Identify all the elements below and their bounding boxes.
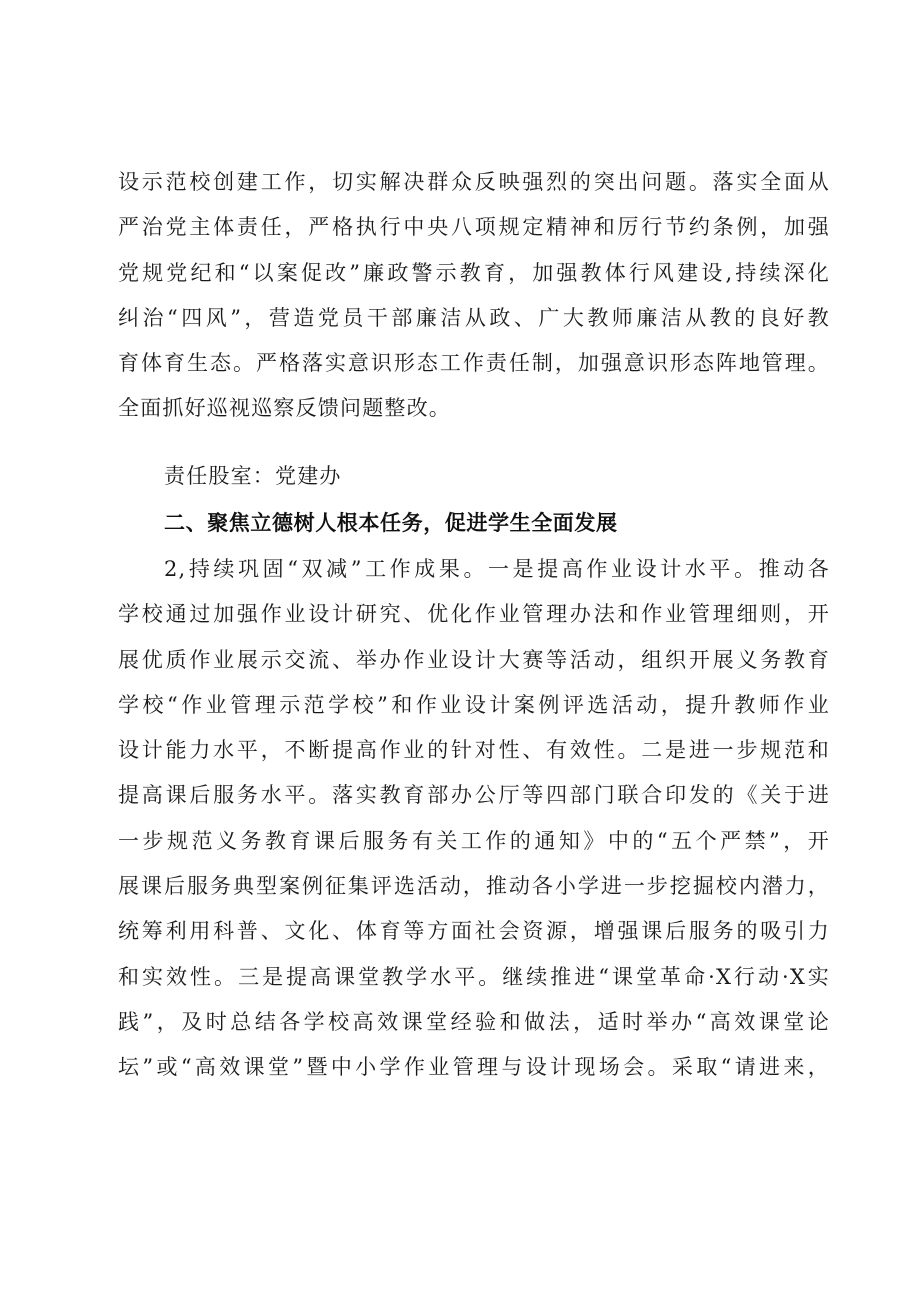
paragraph-line: 提高课后服务水平。落实教育部办公厅等四部门联合印发的《关于进: [118, 783, 830, 808]
paragraph-line: 全面抓好巡视巡察反馈问题整改。: [118, 396, 451, 421]
paragraph-double-reduction: [118, 547, 830, 1091]
paragraph-line: 纠治“四风”，营造党员干部廉洁从政、广大教师廉洁从教的良好教: [118, 305, 830, 330]
responsible-office: 责任股室：党建办: [164, 464, 342, 488]
paragraph-line: 设示范校创建工作，切实解决群众反映强烈的突出问题。落实全面从: [118, 170, 830, 194]
paragraph-line: 坛”或“高效课堂”暨中小学作业管理与设计现场会。采取“请进来，: [118, 1055, 830, 1080]
paragraph-line: 统筹利用科普、文化、体育等方面社会资源，增强课后服务的吸引力: [118, 919, 830, 944]
paragraph-line: 和实效性。三是提高课堂教学水平。继续推进“课堂革命·X行动·X实: [118, 964, 830, 989]
paragraph-line: 严治党主体责任，严格执行中央八项规定精神和厉行节约条例，加强: [118, 215, 830, 240]
paragraph-line: 学校通过加强作业设计研究、优化作业管理办法和作业管理细则，开: [118, 602, 830, 627]
paragraph-line: 展课后服务典型案例征集评选活动，推动各小学进一步挖掘校内潜力，: [118, 874, 830, 899]
paragraph-line: 学校“作业管理示范学校”和作业设计案例评选活动，提升教师作业: [118, 692, 830, 717]
paragraph-line: 一步规范义务教育课后服务有关工作的通知》中的“五个严禁”，开: [118, 828, 830, 853]
paragraph-line: 展优质作业展示交流、举办作业设计大赛等活动，组织开展义务教育: [118, 647, 830, 672]
paragraph-line: 2,持续巩固“双减”工作成果。一是提高作业设计水平。推动各: [164, 557, 830, 581]
paragraph-line: 践”，及时总结各学校高效课堂经验和做法，适时举办“高效课堂论: [118, 1009, 830, 1034]
paragraph-line: 育体育生态。严格落实意识形态工作责任制，加强意识形态阵地管理。: [118, 351, 830, 376]
paragraph-party-building: [118, 160, 830, 432]
paragraph-line: 党规党纪和“以案促改”廉政警示教育，加强教体行风建设,持续深化: [118, 260, 830, 285]
section-heading: 二、聚焦立德树人根本任务，促进学生全面发展: [164, 511, 618, 535]
paragraph-line: 设计能力水平，不断提高作业的针对性、有效性。二是进一步规范和: [118, 738, 830, 763]
